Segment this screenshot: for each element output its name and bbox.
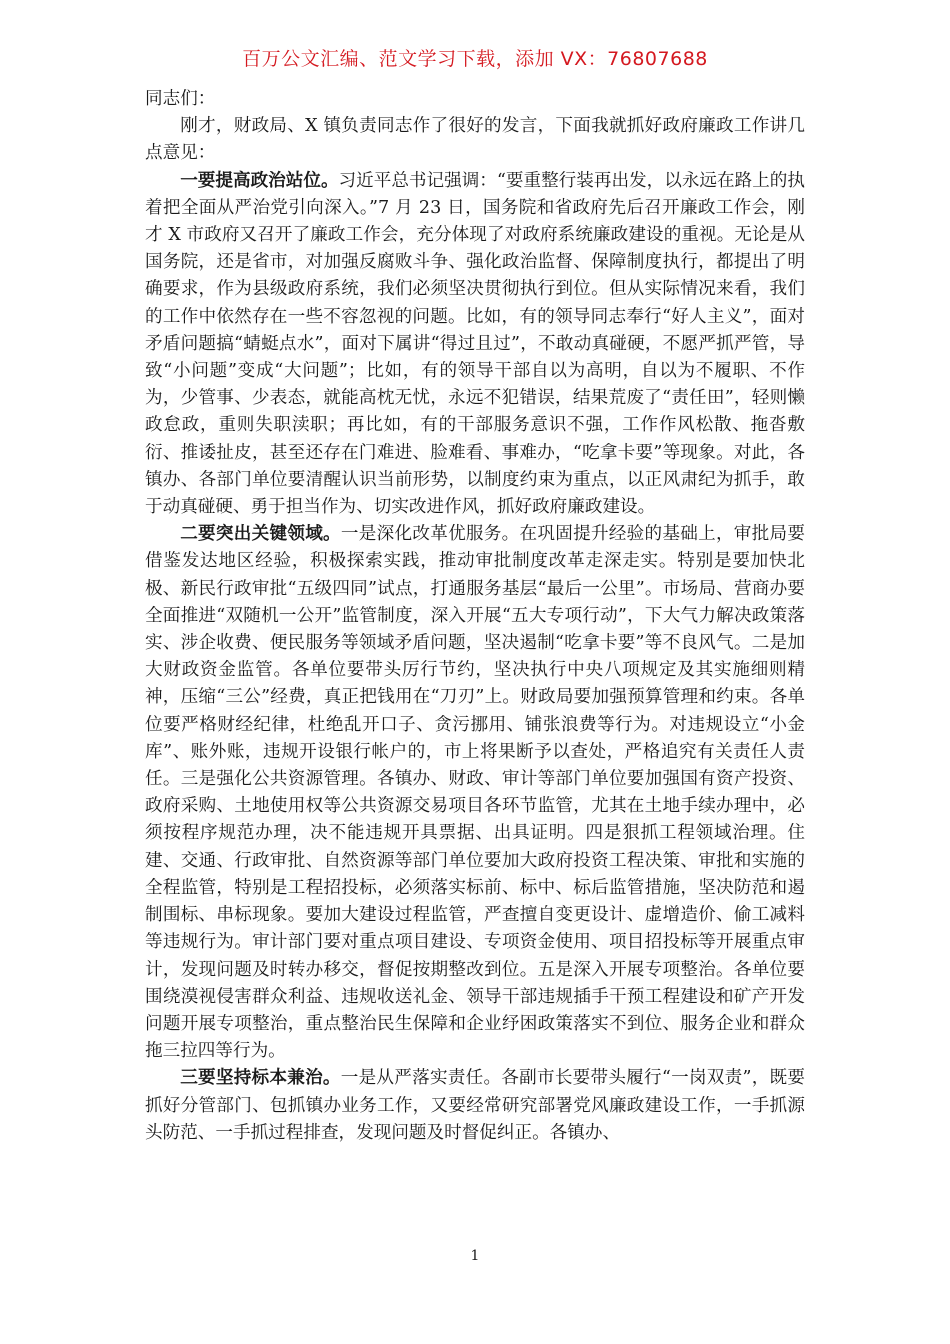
document-body [145,86,805,1147]
section-2-body: 一是深化改革优服务。在巩固提升经验的基础上，审批局要借鉴发达地区经验，积极探索实践，推动审批制度改革走深走实。特别是要加快北极、新民行政审批“五级四同”试点，打通服务基层“最后一公里”。市场局、营商办要全面推进“双随机一公开”监管制度，深入开展“五大专项行动”，下大气力解决政策落实、涉企收费、便民服务等领域矛盾问题，坚决遏制“吃拿卡要”等不良风气。二是加大财政资金监管。各单位要带头厉行节约，坚决执行中央八项规定及其实施细则精神，压缩“三公”经费，真正把钱用在“刀刃”上。财政局要加强预算管理和约束。各单位要严格财经纪律，杜绝乱开口子、贪污挪用、铺张浪费等行为。对违规设立“小金库”、账外账，违规开设银行帐户的，市上将果断予以查处，严格追究有关责任人责任。三是强化公共资源管理。各镇办、财政、审计等部门单位要加强国有资产投资、政府采购、土地使用权等公共资源交易项目各环节监管，尤其在土地手续办理中，必须按程序规范办理，决不能违规开具票据、出具证明。四是狠抓工程领域治理。住建、交通、行政审批、自然资源等部门单位要加大政府投资工程决策、审批和实施的全程监管，特别是工程招投标，必须落实标前、标中、标后监管措施，坚决防范和遏制围标、串标现象。要加大建设过程监管，严查擅自变更设计、虚增造价、偷工减料等违规行为。审计部门要对重点项目建设、专项资金使用、项目招投标等开展重点审计，发现问题及时转办移交，督促按期整改到位。五是深入开展专项整治。各单位要围绕漠视侵害群众利益、违规收送礼金、领导干部违规插手干预工程建设和矿产开发问题开展专项整治，重点整治民生保障和企业纾困政策落实不到位、服务企业和群众拖三拉四等行为。 [145,524,805,1062]
section-1-heading: 一要提高政治站位。 [180,170,339,191]
section-2-heading: 二要突出关键领域。 [180,524,341,545]
intro-paragraph: 刚才，财政局、X 镇负责同志作了很好的发言，下面我就抓好政府廉政工作讲几点意见： [145,116,805,164]
section-3-heading: 三要坚持标本兼治。 [180,1068,341,1089]
section-1-paragraph [145,168,805,522]
section-2-paragraph [145,521,805,1065]
salutation: 同志们： [145,89,216,109]
section-1-body: 习近平总书记强调：“要重整行装再出发，以永远在路上的执着把全面从严治党引向深入。”7 月 23 日，国务院和省政府先后召开廉政工作会，刚才 X 市政府又召开了廉政工作会，充分体现了对政府系统廉政建设的重视。无论是从国务院，还是省市，对加强反腐败斗争、强化政治监督、保障制度执行，都提出了明确要求，作为县级政府系统，我们必须坚决贯彻执行到位。但从实际情况来看，我们的工作中依然存在一些不容忽视的问题。比如，有的领导同志奉行“好人主义”，面对矛盾问题搞“蜻蜓点水”，面对下属讲“得过且过”，不敢动真碰硬，不愿严抓严管，导致“小问题”变成“大问题”；比如，有的领导干部自以为高明，自以为不履职、不作为，少管事、少表态，就能高枕无忧，永远不犯错误，结果荒废了“责任田”，轻则懒政怠政，重则失职渎职；再比如，有的干部服务意识不强，工作作风松散、拖沓敷衍、推诿扯皮，甚至还存在门难进、脸难看、事难办，“吃拿卡要”等现象。对此，各镇办、各部门单位要清醒认识当前形势，以制度约束为重点，以正风肃纪为抓手，敢于动真碰硬、勇于担当作为、切实改进作风，抓好政府廉政建设。 [145,170,805,518]
section-3-paragraph [145,1065,805,1147]
section-3-body: 一是从严落实责任。各副市长要带头履行“一岗双责”，既要抓好分管部门、包抓镇办业务工作，又要经常研究部署党风廉政建设工作，一手抓源头防范、一手抓过程排查，发现问题及时督促纠正。各镇办、 [145,1068,805,1143]
watermark-banner: 百万公文汇编、范文学习下载，添加 VX：76807688 [242,48,708,70]
page-number: 1 [470,1248,480,1264]
